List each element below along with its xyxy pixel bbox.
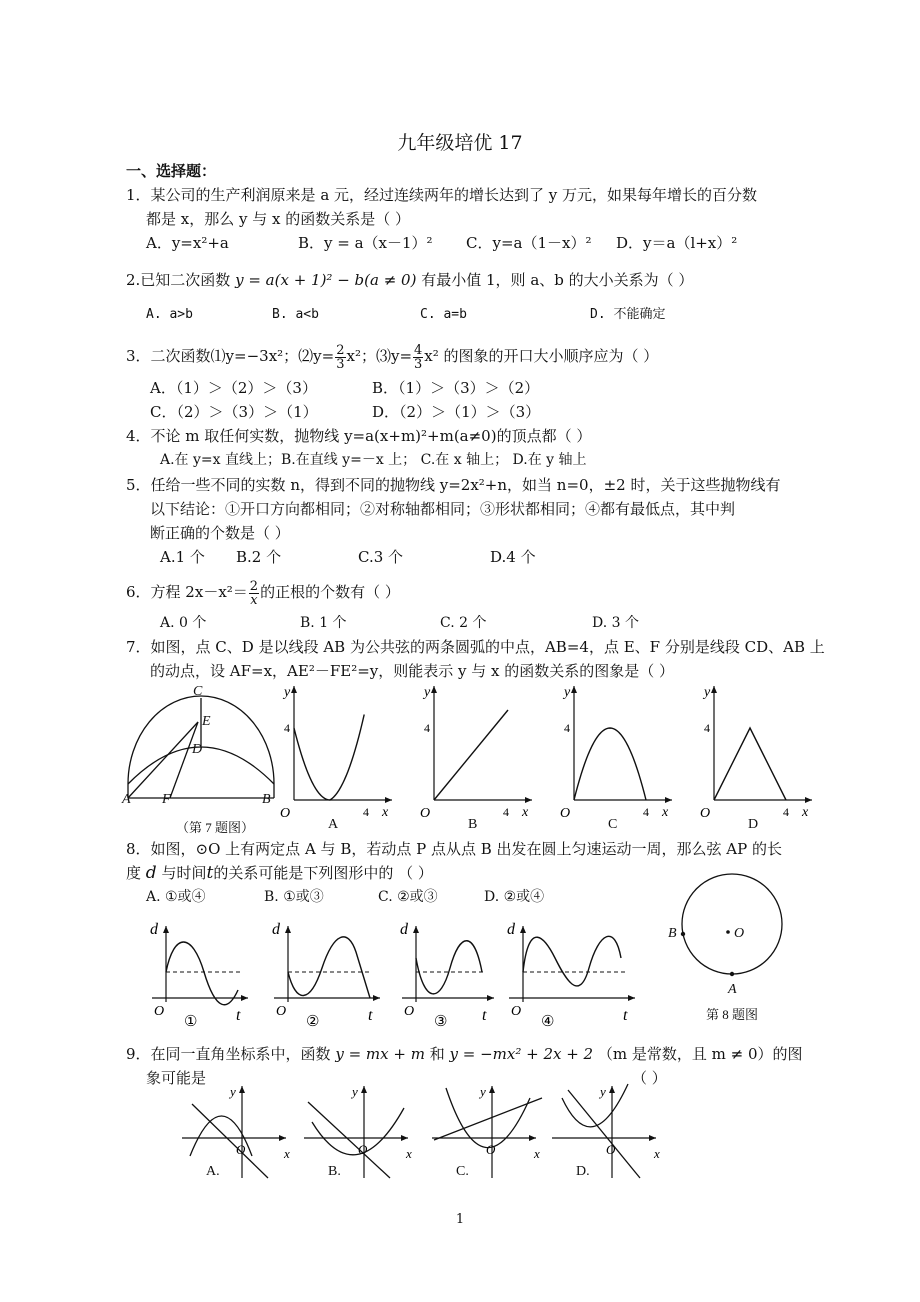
q9-origin: O <box>236 1142 246 1157</box>
q7-graph-label-c: C <box>608 817 618 832</box>
q2-pre: 2.已知二次函数 <box>126 271 231 289</box>
q5-line2: 以下结论：①开口方向都相同；②对称轴都相同；③形状都相同；④都有最低点，其中判 <box>150 500 736 518</box>
q8-option-b: B. ①或③ <box>264 889 324 905</box>
q9-formula-parabola: y = −mx² + 2x + 2 <box>449 1045 594 1063</box>
q2-option-b: B. a<b <box>272 307 319 322</box>
q3-line <box>126 342 658 371</box>
q7-graph-b <box>420 680 540 830</box>
q5-line1: 5．任给一些不同的实数 n，得到不同的抛物线 y=2x²+n，如当 n=0，±2 时，关于这些抛物线有 <box>126 476 781 494</box>
q6-option-a: A. 0 个 <box>160 615 207 631</box>
q8-d-label: d <box>150 921 158 938</box>
q8-t-axis-arrow <box>487 995 494 1001</box>
q7-segment-ae <box>128 722 198 798</box>
q8-d-axis-arrow <box>520 926 526 933</box>
q6-post: 的正根的个数有（ ） <box>260 583 400 601</box>
q7-x-axis-arrow <box>525 797 532 803</box>
q8-t-axis-arrow <box>241 995 248 1001</box>
q9-graph-b <box>304 1082 419 1182</box>
q7-y-label: y <box>284 685 291 700</box>
q9-y-label: y <box>230 1084 236 1099</box>
q3-fraction-2: $\frac{4}{3}$ <box>414 342 423 372</box>
q8-d-axis-arrow <box>285 926 291 933</box>
q7-curve-b <box>434 710 508 800</box>
q5-option-c: C.3 个 <box>358 548 404 566</box>
q9-graph-c <box>432 1082 547 1182</box>
q8-curve-4 <box>523 936 621 986</box>
q7-label-b: B <box>262 792 271 807</box>
q7-graph-a <box>280 680 400 830</box>
q9-origin: O <box>358 1142 368 1157</box>
q9-line2: 象可能是 <box>146 1069 207 1087</box>
q7-y-tick: 4 <box>704 721 710 735</box>
q9-y-label: y <box>600 1084 606 1099</box>
q7-y-label: y <box>424 685 431 700</box>
q2-option-c: C. a=b <box>420 307 467 322</box>
q7-y-tick: 4 <box>564 721 570 735</box>
q8-t-label: t <box>236 1007 241 1024</box>
q7-x-tick: 4 <box>783 805 789 819</box>
section-heading: 一、选择题： <box>126 162 217 180</box>
q9-graph-a <box>182 1082 297 1182</box>
q7-origin: O <box>700 806 711 821</box>
q7-y-axis-arrow <box>291 686 297 693</box>
q7-curve-a <box>294 715 364 801</box>
q8-option-c: C. ②或③ <box>378 889 438 905</box>
q7-y-axis-arrow <box>711 686 717 693</box>
q7-label-f: F <box>162 792 171 807</box>
q7-label-a: A <box>122 792 131 807</box>
q4-line1: 4．不论 m 取任何实数，抛物线 y=a(x+m)²+m(a≠0)的顶点都（ ） <box>126 427 592 445</box>
q8-origin: O <box>511 1004 522 1019</box>
q6-option-b: B. 1 个 <box>300 615 347 631</box>
q7-y-axis-arrow <box>431 686 437 693</box>
q9-y-label: y <box>480 1084 486 1099</box>
q8-curve-3 <box>416 941 482 994</box>
q8-graph-label-3: ③ <box>434 1014 448 1030</box>
q7-graph-d <box>700 680 820 830</box>
q9-graph-label-c: C. <box>456 1164 469 1179</box>
q7-label-c: C <box>193 684 203 699</box>
q9-x-label: x <box>284 1146 290 1161</box>
q8-figure-caption: 第 8 题图 <box>706 1007 759 1022</box>
q9-parabola-c <box>446 1088 530 1148</box>
q7-origin: O <box>560 806 571 821</box>
q9-x-axis-arrow <box>279 1135 286 1141</box>
q8-center-o <box>726 930 730 934</box>
q9-y-axis-arrow <box>609 1086 615 1093</box>
q8-symbol-t: t <box>206 863 214 883</box>
q9-line-a <box>192 1104 268 1178</box>
q7-line2: 的动点，设 AF=x，AE²－FE²=y，则能表示 y 与 x 的函数关系的图象是（ ） <box>150 662 675 680</box>
q6-fraction: $\frac{2}{x}$ <box>249 578 259 608</box>
q8-origin: O <box>276 1004 287 1019</box>
q3-option-c: C．（2）＞（3）＞（1） <box>150 403 318 421</box>
q1-option-d: D．y＝a（l+x）² <box>616 234 738 252</box>
page-number: 1 <box>455 1212 465 1227</box>
q7-figure-caption: （第 7 题图） <box>176 820 255 835</box>
q7-y-axis-arrow <box>571 686 577 693</box>
q9-graph-label-b: B. <box>328 1164 341 1179</box>
q9-line1: 9．在同一直角坐标系中，函数 y = mx + m 和 y = −mx² + 2x + 2 （m 是常数，且 m ≠ 0）的图 <box>126 1045 803 1063</box>
q7-origin: O <box>420 806 431 821</box>
q3-mid: x²；⑶y= <box>346 347 413 365</box>
q9-y-axis-arrow <box>239 1086 245 1093</box>
q8-t-label: t <box>623 1007 628 1024</box>
q1-line1: 1．某公司的生产利润原来是 a 元，经过连续两年的增长达到了 y 万元，如果每年增长的百分数 <box>126 186 758 204</box>
q7-x-tick: 4 <box>643 805 649 819</box>
q6-option-c: C. 2 个 <box>440 615 487 631</box>
q9-y-axis-arrow <box>489 1086 495 1093</box>
q8-graph-1 <box>148 920 258 1030</box>
q8-d-axis-arrow <box>163 926 169 933</box>
q8-graph-label-4: ④ <box>541 1014 555 1030</box>
q8-d-label: d <box>507 921 515 938</box>
q7-x-tick: 4 <box>363 805 369 819</box>
q7-curve-c <box>574 728 646 800</box>
q9-graph-d <box>552 1082 667 1182</box>
q8-graph-4 <box>505 920 645 1030</box>
q9-origin: O <box>486 1142 496 1157</box>
q7-x-label: x <box>662 805 669 820</box>
page-title: 九年级培优 17 <box>397 132 523 154</box>
q8-option-a: A. ①或④ <box>146 889 206 905</box>
q2-option-a: A. a>b <box>146 307 193 322</box>
q1-line2: 都是 x，那么 y 与 x 的函数关系是（ ） <box>146 210 411 228</box>
q9-answer-paren: （ ） <box>632 1069 667 1087</box>
q7-graph-label-d: D <box>748 817 759 832</box>
q7-x-label: x <box>382 805 389 820</box>
q7-graph-c <box>560 680 680 830</box>
q2-line <box>126 271 693 289</box>
q9-line-b <box>308 1102 390 1178</box>
q5-option-a: A.1 个 <box>160 548 205 566</box>
q7-y-label: y <box>704 685 711 700</box>
q7-x-axis-arrow <box>385 797 392 803</box>
q9-x-axis-arrow <box>401 1135 408 1141</box>
q8-t-label: t <box>482 1007 487 1024</box>
q8-graph-3 <box>398 920 504 1030</box>
q8-t-axis-arrow <box>628 995 635 1001</box>
q3-post: x² 的图象的开口大小顺序应为（ ） <box>424 347 659 365</box>
q7-x-tick: 4 <box>503 805 509 819</box>
q2-option-d: D. 不能确定 <box>590 307 666 322</box>
q5-option-b: B.2 个 <box>236 548 282 566</box>
q9-x-axis-arrow <box>649 1135 656 1141</box>
q1-option-a: A．y=x²+a <box>146 234 229 252</box>
q3-fraction-1: $\frac{2}{3}$ <box>336 342 345 372</box>
q8-option-d: D. ②或④ <box>484 889 545 905</box>
q6-option-d: D. 3 个 <box>592 615 639 631</box>
q7-segment-fe <box>170 722 198 798</box>
q7-graph-label-a: A <box>328 817 339 832</box>
q9-parabola-d <box>562 1084 628 1127</box>
q7-x-label: x <box>802 805 809 820</box>
q6-pre: 6．方程 2x－x²＝ <box>126 583 248 601</box>
q7-label-d: D <box>192 742 203 757</box>
q7-curve-d <box>714 728 786 800</box>
q8-graph-2 <box>270 920 390 1030</box>
q8-curve-2 <box>288 937 370 998</box>
q3-option-d: D．（2）＞（1）＞（3） <box>372 403 541 421</box>
q7-graph-label-b: B <box>468 817 478 832</box>
q8-label-b: B <box>668 926 677 941</box>
q9-origin: O <box>606 1142 616 1157</box>
q3-option-a: A．（1）＞（2）＞（3） <box>150 379 317 397</box>
q8-curve-1 <box>166 942 238 1005</box>
q5-line3: 断正确的个数是（ ） <box>150 524 290 542</box>
q7-x-axis-arrow <box>805 797 812 803</box>
q7-origin: O <box>280 806 291 821</box>
q7-line1: 7．如图，点 C、D 是以线段 AB 为公共弦的两条圆弧的中点，AB=4，点 E、F 分别是线段 CD、AB 上 <box>126 638 825 656</box>
q3-pre: 3．二次函数⑴y=−3x²；⑵y= <box>126 347 335 365</box>
q7-x-label: x <box>522 805 529 820</box>
q8-graph-label-1: ① <box>184 1014 198 1030</box>
q2-post: 有最小值 1，则 a、b 的大小关系为（ ） <box>421 271 694 289</box>
q6-line <box>126 575 400 609</box>
q7-label-e: E <box>202 714 211 729</box>
q9-line-c <box>434 1098 542 1140</box>
q8-label-a: A <box>728 982 737 997</box>
q2-formula: y = a(x + 1)² − b(a ≠ 0) <box>235 271 417 289</box>
q9-graph-label-d: D. <box>576 1164 590 1179</box>
q9-x-axis-arrow <box>529 1135 536 1141</box>
q8-origin: O <box>154 1004 165 1019</box>
q9-y-label: y <box>352 1084 358 1099</box>
q8-t-label: t <box>368 1007 373 1024</box>
q9-x-label: x <box>654 1146 660 1161</box>
q8-point-b <box>681 932 685 936</box>
q8-circle <box>682 874 782 974</box>
q8-point-a <box>730 972 734 976</box>
q8-d-label: d <box>400 921 408 938</box>
q9-x-label: x <box>534 1146 540 1161</box>
q5-option-d: D.4 个 <box>490 548 536 566</box>
q9-formula-line: y = mx + m <box>335 1045 425 1063</box>
q7-x-axis-arrow <box>665 797 672 803</box>
q8-graph-label-2: ② <box>306 1014 320 1030</box>
q7-y-tick: 4 <box>424 721 430 735</box>
q8-symbol-d: d <box>145 863 157 883</box>
q8-d-axis-arrow <box>413 926 419 933</box>
q1-option-b: B．y = a（x－1）² <box>298 234 433 252</box>
q9-graph-label-a: A. <box>206 1164 220 1179</box>
q1-option-c: C．y=a（1－x）² <box>466 234 592 252</box>
q8-d-label: d <box>272 921 280 938</box>
q8-line2: 度 d 与时间t的关系可能是下列图形中的 （ ） <box>126 863 433 883</box>
q9-x-label: x <box>406 1146 412 1161</box>
q4-line2: A.在 y=x 直线上；B.在直线 y=－x 上； C.在 x 轴上； D.在 y 轴上 <box>160 452 587 468</box>
q3-option-b: B．（1）＞（3）＞（2） <box>372 379 540 397</box>
q7-y-tick: 4 <box>284 721 290 735</box>
q7-y-label: y <box>564 685 571 700</box>
q8-label-o: O <box>734 926 745 941</box>
q8-circle-figure <box>672 872 792 982</box>
q9-y-axis-arrow <box>361 1086 367 1093</box>
q8-t-axis-arrow <box>373 995 380 1001</box>
q8-line1: 8．如图，⊙O 上有两定点 A 与 B，若动点 P 点从点 B 出发在圆上匀速运动一周，那么弦 AP 的长 <box>126 840 782 858</box>
q8-origin: O <box>404 1004 415 1019</box>
